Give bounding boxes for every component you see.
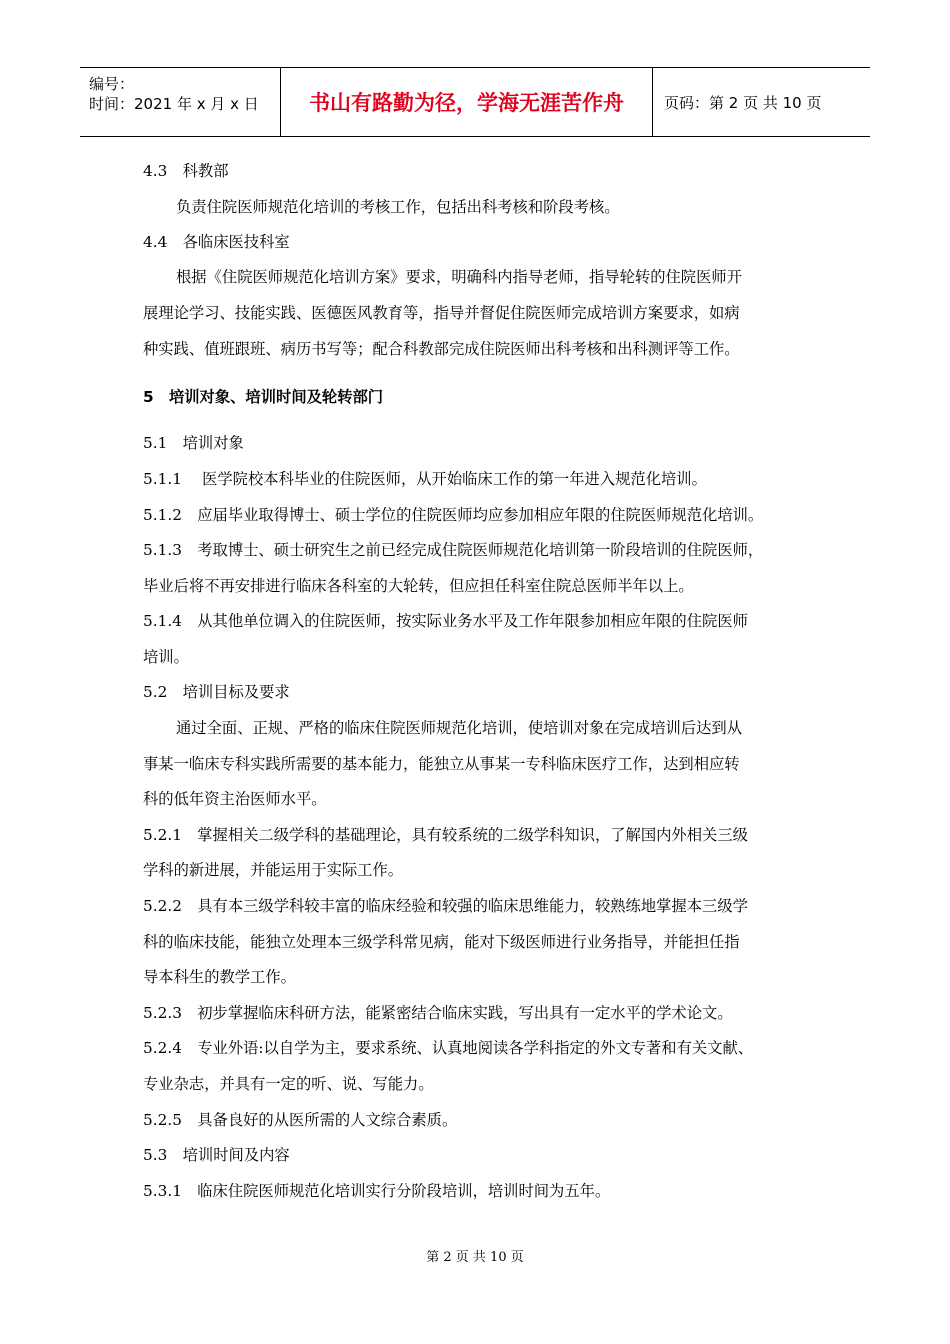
header-page-number: 页码：第 2 页 共 10 页 — [664, 93, 822, 112]
paragraph-line: 导本科生的教学工作。 — [143, 968, 296, 986]
list-item-5-2-5: 5.2.5 具备良好的从医所需的人文综合素质。 — [143, 1111, 458, 1129]
section-heading-5-2: 5.2 培训目标及要求 — [143, 683, 290, 701]
list-item-5-2-1: 5.2.1 掌握相关二级学科的基础理论，具有较系统的二级学科知识，了解国内外相关三级 — [143, 826, 748, 844]
paragraph-line: 毕业后将不再安排进行临床各科室的大轮转，但应担任科室住院总医师半年以上。 — [143, 577, 694, 595]
list-item-5-1-2: 5.1.2 应届毕业取得博士、硕士学位的住院医师均应参加相应年限的住院医师规范化培训。 — [143, 506, 764, 524]
section-heading-4-3: 4.3 科教部 — [143, 162, 229, 180]
header-motto: 书山有路勤为径，学海无涯苦作舟 — [281, 68, 653, 136]
list-item-5-1-4: 5.1.4 从其他单位调入的住院医师，按实际业务水平及工作年限参加相应年限的住院医师 — [143, 612, 748, 630]
page-header — [80, 67, 870, 137]
section-heading-5-3: 5.3 培训时间及内容 — [143, 1146, 290, 1164]
section-heading-4-4: 4.4 各临床医技科室 — [143, 233, 290, 251]
section-heading-5-1: 5.1 培训对象 — [143, 434, 244, 452]
list-item-5-3-1: 5.3.1 临床住院医师规范化培训实行分阶段培训，培训时间为五年。 — [143, 1182, 611, 1200]
list-item-5-1-1: 5.1.1 医学院校本科毕业的住院医师，从开始临床工作的第一年进入规范化培训。 — [143, 470, 707, 488]
page-footer: 第 2 页 共 10 页 — [426, 1250, 524, 1265]
paragraph-line: 专业杂志，并具有一定的听、说、写能力。 — [143, 1075, 434, 1093]
paragraph-line: 科的临床技能，能独立处理本三级学科常见病，能对下级医师进行业务指导，并能担任指 — [143, 933, 740, 951]
document-date-label: 时间：2021 年 x 月 x 日 — [89, 95, 259, 113]
document-number-label: 编号： — [89, 75, 135, 93]
list-item-5-2-3: 5.2.3 初步掌握临床科研方法，能紧密结合临床实践，写出具有一定水平的学术论文。 — [143, 1004, 733, 1022]
paragraph-line: 学科的新进展，并能运用于实际工作。 — [143, 861, 404, 879]
paragraph-line: 培训。 — [143, 648, 189, 666]
chapter-heading-5: 5 培训对象、培训时间及轮转部门 — [143, 388, 384, 406]
paragraph-line: 展理论学习、技能实践、医德医风教育等，指导并督促住院医师完成培训方案要求，如病 — [143, 304, 740, 322]
header-meta-cell — [80, 68, 281, 136]
list-item-5-2-4: 5.2.4 专业外语:以自学为主，要求系统、认真地阅读各学科指定的外文专著和有关文献、 — [143, 1039, 754, 1057]
paragraph-line: 科的低年资主治医师水平。 — [143, 790, 327, 808]
paragraph-line: 事某一临床专科实践所需要的基本能力，能独立从事某一专科临床医疗工作，达到相应转 — [143, 755, 740, 773]
paragraph-line: 通过全面、正规、严格的临床住院医师规范化培训，使培训对象在完成培训后达到从 — [176, 719, 742, 737]
list-item-5-1-3: 5.1.3 考取博士、硕士研究生之前已经完成住院医师规范化培训第一阶段培训的住院医师， — [143, 541, 764, 559]
paragraph-line: 种实践、值班跟班、病历书写等；配合科教部完成住院医师出科考核和出科测评等工作。 — [143, 340, 740, 358]
paragraph-line: 根据《住院医师规范化培训方案》要求，明确科内指导老师，指导轮转的住院医师开 — [176, 268, 742, 286]
paragraph-line: 负责住院医师规范化培训的考核工作，包括出科考核和阶段考核。 — [176, 198, 620, 216]
list-item-5-2-2: 5.2.2 具有本三级学科较丰富的临床经验和较强的临床思维能力，较熟练地掌握本三级学 — [143, 897, 748, 915]
